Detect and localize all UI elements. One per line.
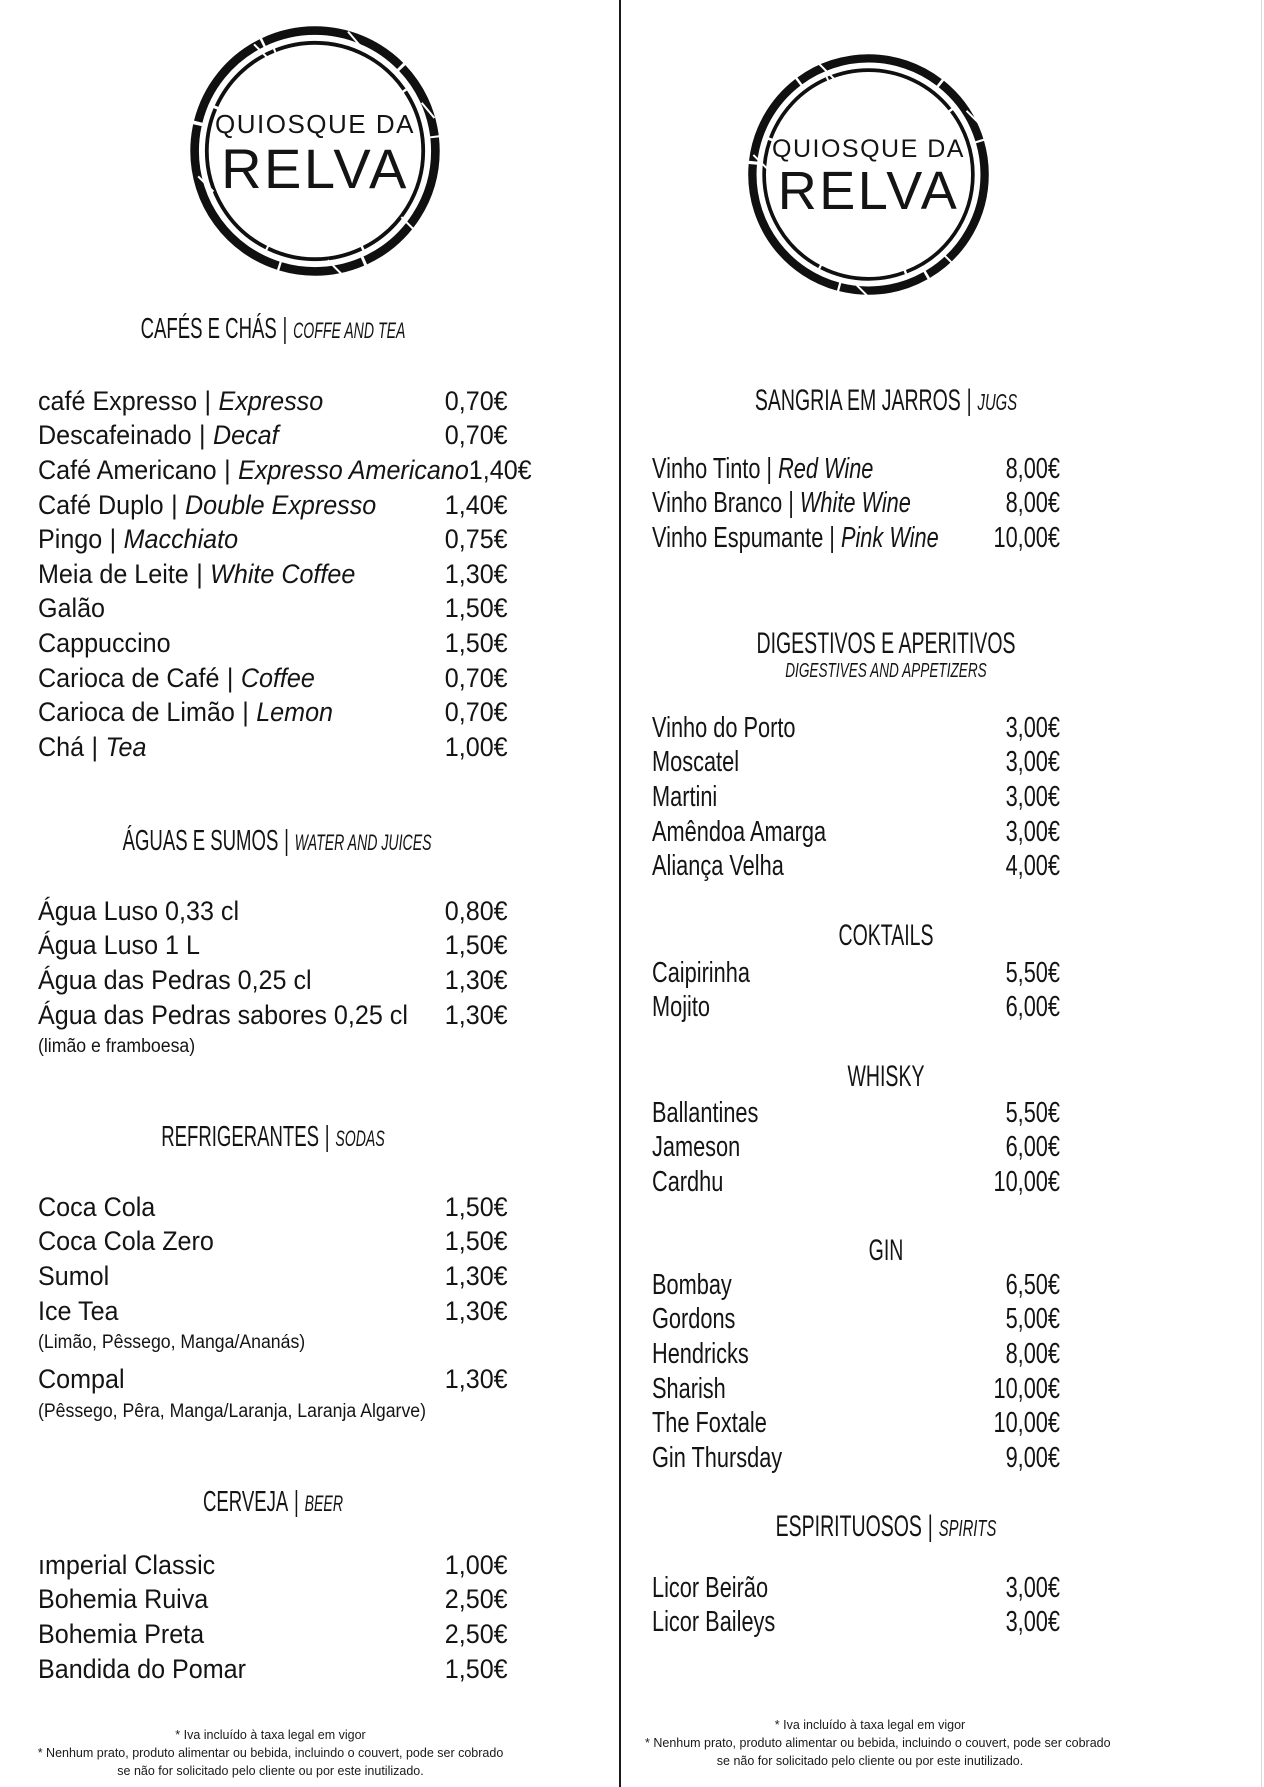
item-name: Carioca de Limão | Lemon (38, 697, 333, 728)
item-name: Ballantines (652, 1096, 759, 1129)
brand-line-top: QUIOSQUE DA (215, 109, 415, 139)
item-price: 5,00€ (1005, 1303, 1060, 1336)
item-price: 1,30€ (444, 558, 508, 589)
item-name: Sumol (38, 1260, 110, 1291)
menu-item (652, 452, 1060, 487)
item-name: Bohemia Preta (38, 1618, 205, 1649)
item-name: Vinho do Porto (652, 711, 796, 744)
footer-left (18, 1726, 523, 1780)
item-price: 1,30€ (444, 1364, 508, 1395)
item-price: 10,00€ (993, 521, 1060, 554)
page-edge (1261, 0, 1262, 1787)
menu-item (652, 1337, 1060, 1372)
menu-item (652, 1096, 1060, 1131)
item-name: The Foxtale (652, 1407, 767, 1440)
item-name: Água Luso 1 L (38, 930, 200, 961)
item-name: Coca Cola Zero (38, 1226, 214, 1257)
item-price: 0,75€ (444, 524, 508, 555)
menu-item (38, 730, 508, 765)
item-price: 1,00€ (444, 731, 508, 762)
section-cerveja (38, 1487, 508, 1686)
item-note: (Limão, Pêssego, Manga/Ananás) (38, 1332, 306, 1354)
item-name: Mojito (652, 991, 711, 1024)
item-price: 1,50€ (444, 930, 508, 961)
item-price: 1,50€ (444, 1653, 508, 1684)
menu-item (652, 487, 1060, 522)
section-cafes-e-chas (38, 313, 532, 765)
brand-text (188, 24, 442, 278)
item-name: Água das Pedras sabores 0,25 cl (38, 999, 408, 1030)
menu-item (38, 626, 508, 661)
item-price: 6,00€ (1005, 991, 1060, 1024)
item-price: 8,00€ (1005, 452, 1060, 485)
menu-item (38, 453, 532, 488)
menu-item (38, 1294, 508, 1354)
item-name: Aliança Velha (652, 850, 784, 883)
section-title: WHISKY (847, 1060, 925, 1093)
item-price: 1,30€ (444, 1295, 508, 1326)
item-name: Vinho Tinto | Red Wine (652, 453, 873, 486)
menu-item (652, 1268, 1060, 1303)
item-name: Cappuccino (38, 627, 171, 658)
item-name: Gin Thursday (652, 1441, 783, 1474)
item-name: Martini (652, 780, 718, 813)
section-title: REFRIGERANTES | SODAS (123, 1122, 424, 1152)
footer-line: * Iva incluído à taxa legal em vigor (774, 1718, 966, 1732)
item-name: Licor Baileys (652, 1606, 776, 1639)
item-name: Meia de Leite | White Coffee (38, 559, 355, 590)
item-price: 3,00€ (1005, 746, 1060, 779)
column-divider (619, 0, 621, 1787)
menu-item (38, 695, 508, 730)
menu-item (38, 1548, 508, 1583)
item-name: Amêndoa Amarga (652, 815, 827, 848)
item-price: 1,40€ (468, 454, 532, 485)
menu-item (38, 592, 508, 627)
section-title: ESPIRITUOSOS | SPIRITS (753, 1512, 1018, 1542)
section-coktails (652, 921, 1060, 1025)
item-price: 10,00€ (993, 1407, 1060, 1440)
item-price: 10,00€ (993, 1165, 1060, 1198)
section-gin (652, 1236, 1060, 1476)
menu-item (38, 1583, 508, 1618)
menu-item (652, 1372, 1060, 1407)
menu-item (38, 557, 508, 592)
section-title: ÁGUAS E SUMOS | WATER AND JUICES (123, 826, 424, 856)
menu-item (38, 998, 508, 1058)
item-price: 1,30€ (444, 999, 508, 1030)
menu-item (652, 1606, 1060, 1641)
brand-logo (188, 24, 442, 278)
footer-line: se não for solicitado pelo cliente ou por este inutilizado. (716, 1754, 1024, 1768)
item-name: Sharish (652, 1372, 726, 1405)
item-price: 3,00€ (1005, 1606, 1060, 1639)
item-price: 1,00€ (444, 1549, 508, 1580)
item-price: 1,50€ (444, 1226, 508, 1257)
item-name: Bohemia Ruiva (38, 1584, 209, 1615)
item-name: Cardhu (652, 1165, 724, 1198)
item-name: Compal (38, 1364, 125, 1395)
item-name: Gordons (652, 1303, 736, 1336)
item-price: 3,00€ (1005, 815, 1060, 848)
menu-item (652, 1131, 1060, 1166)
item-price: 10,00€ (993, 1372, 1060, 1405)
item-price: 3,00€ (1005, 1571, 1060, 1604)
footer-line: * Nenhum prato, produto alimentar ou bebida, incluindo o couvert, pode ser cobrado (37, 1746, 504, 1760)
item-price: 2,50€ (444, 1618, 508, 1649)
item-price: 8,00€ (1005, 487, 1060, 520)
menu-item (38, 1617, 508, 1652)
menu-item (38, 894, 508, 929)
section-title: DIGESTIVOS E APERITIVOS (756, 627, 1016, 660)
section-digestivos (652, 629, 1060, 884)
item-price: 1,50€ (444, 627, 508, 658)
brand-line-top: QUIOSQUE DA (772, 135, 965, 164)
item-price: 1,40€ (444, 489, 508, 520)
section-refrigerantes (38, 1122, 508, 1431)
item-name: Carioca de Café | Coffee (38, 663, 315, 694)
menu-item (652, 780, 1060, 815)
menu-item (652, 991, 1060, 1026)
brand-name: RELVA (221, 136, 409, 200)
item-note: (limão e framboesa) (38, 1036, 196, 1058)
section-espirituosos (652, 1512, 1060, 1640)
item-name: Café Duplo | Double Expresso (38, 490, 376, 521)
menu-item (652, 1303, 1060, 1338)
item-price: 0,70€ (444, 420, 508, 451)
menu-item (38, 963, 508, 998)
section-title: CERVEJA | BEER (123, 1487, 424, 1517)
brand-logo (746, 52, 991, 297)
item-name: Ice Tea (38, 1295, 119, 1326)
item-name: ımperial Classic (38, 1549, 216, 1580)
item-price: 0,70€ (444, 697, 508, 728)
menu-item (38, 522, 508, 557)
menu-item (38, 929, 508, 964)
item-price: 0,80€ (444, 895, 508, 926)
item-price: 0,70€ (444, 662, 508, 693)
section-subtitle: DIGESTIVES AND APPETIZERS (785, 660, 987, 682)
item-name: Moscatel (652, 746, 740, 779)
item-price: 4,00€ (1005, 850, 1060, 883)
section-title: CAFÉS E CHÁS | COFFE AND TEA (123, 314, 424, 344)
item-name: Galão (38, 593, 106, 624)
menu-item (38, 488, 508, 523)
item-name: Hendricks (652, 1337, 749, 1370)
menu-item (38, 384, 508, 419)
item-price: 2,50€ (444, 1584, 508, 1615)
menu-item (38, 1225, 508, 1260)
item-name: Chá | Tea (38, 732, 146, 763)
item-price: 1,50€ (444, 1191, 508, 1222)
item-price: 5,50€ (1005, 956, 1060, 989)
menu-item (652, 1165, 1060, 1200)
menu-item (652, 815, 1060, 850)
item-price: 0,70€ (444, 385, 508, 416)
item-price: 6,50€ (1005, 1268, 1060, 1301)
menu-item (652, 1406, 1060, 1441)
menu-item (652, 521, 1060, 556)
item-price: 8,00€ (1005, 1337, 1060, 1370)
item-name: Jameson (652, 1131, 741, 1164)
item-name: Café Americano | Expresso Americano (38, 455, 469, 486)
menu-item (652, 849, 1060, 884)
item-price: 6,00€ (1005, 1131, 1060, 1164)
menu-item (38, 1190, 508, 1225)
item-name: Bombay (652, 1268, 732, 1301)
item-price: 5,50€ (1005, 1096, 1060, 1129)
item-name: Coca Cola (38, 1191, 156, 1222)
menu-item (652, 1441, 1060, 1476)
item-price: 1,30€ (444, 964, 508, 995)
section-title: COKTAILS (838, 919, 934, 952)
menu-item (38, 1259, 508, 1294)
item-price: 1,30€ (444, 1260, 508, 1291)
item-name: Descafeinado | Decaf (38, 420, 279, 451)
item-name: Água Luso 0,33 cl (38, 895, 240, 926)
footer-line: * Iva incluído à taxa legal em vigor (175, 1728, 366, 1742)
item-note: (Pêssego, Pêra, Manga/Laranja, Laranja Algarve) (38, 1400, 426, 1422)
item-price: 9,00€ (1005, 1441, 1060, 1474)
item-price: 1,50€ (444, 593, 508, 624)
menu-item (38, 419, 508, 454)
brand-name: RELVA (777, 160, 960, 221)
item-name: Vinho Branco | White Wine (652, 487, 911, 520)
item-name: café Expresso | Expresso (38, 386, 323, 417)
item-price: 3,00€ (1005, 711, 1060, 744)
footer-line: se não for solicitado pelo cliente ou por este inutilizado. (117, 1764, 424, 1778)
item-name: Bandida do Pomar (38, 1653, 247, 1684)
menu-item (38, 1652, 508, 1687)
item-name: Pingo | Macchiato (38, 524, 238, 555)
item-name: Licor Beirão (652, 1571, 769, 1604)
section-title: GIN (868, 1234, 904, 1267)
item-price: 3,00€ (1005, 780, 1060, 813)
footer-right (645, 1716, 1111, 1770)
menu-item (38, 661, 508, 696)
menu-item (652, 746, 1060, 781)
section-aguas-e-sumos (38, 826, 508, 1066)
menu-item (652, 956, 1060, 991)
section-sangria (652, 386, 1060, 556)
section-whisky (652, 1062, 1060, 1200)
brand-text (746, 52, 991, 297)
item-name: Caipirinha (652, 956, 750, 989)
section-title: SANGRIA EM JARROS | JUGS (753, 386, 1018, 416)
item-name: Água das Pedras 0,25 cl (38, 964, 312, 995)
item-name: Vinho Espumante | Pink Wine (652, 522, 939, 555)
menu-item (652, 711, 1060, 746)
menu-item (38, 1362, 508, 1422)
footer-line: * Nenhum prato, produto alimentar ou bebida, incluindo o couvert, pode ser cobrado (645, 1736, 1111, 1750)
menu-item (652, 1571, 1060, 1606)
